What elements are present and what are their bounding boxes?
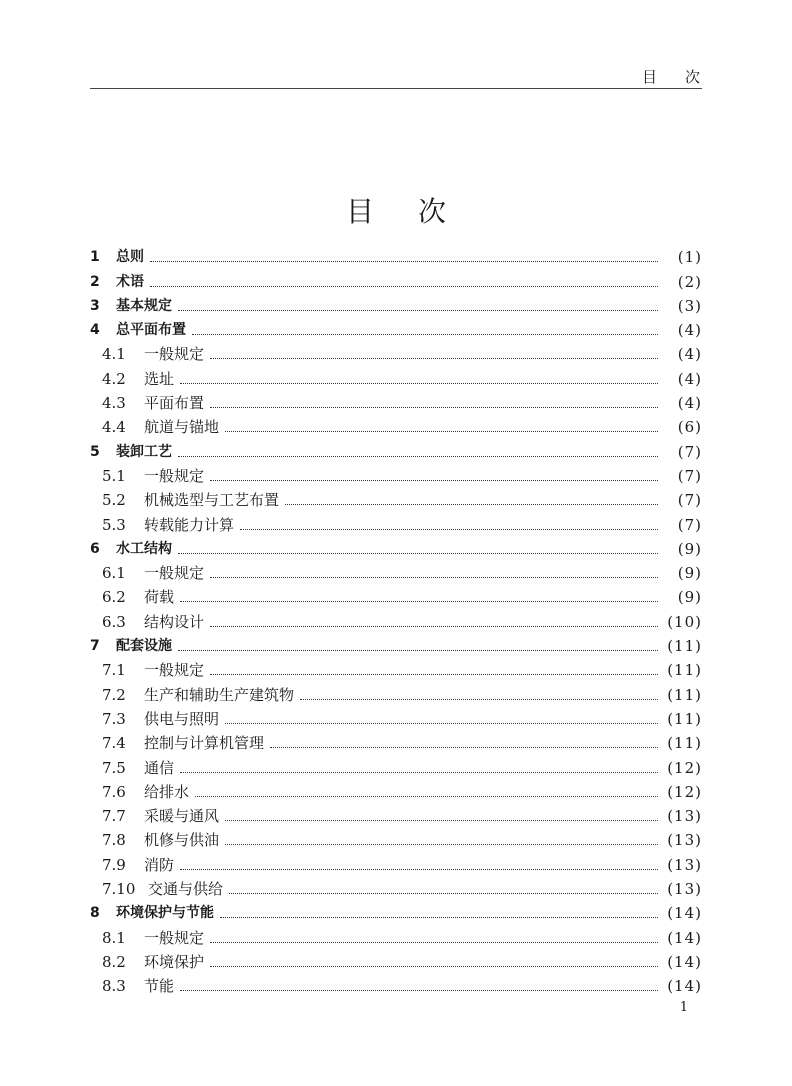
toc-section-entry[interactable] (90, 826, 702, 850)
dot-leader (300, 699, 658, 700)
toc-entry-number: 4.1 (102, 345, 126, 364)
toc-chapter-entry[interactable] (90, 632, 702, 656)
running-head-text: 目次 (641, 68, 728, 86)
toc-entry-label: 一般规定 (144, 345, 205, 364)
toc-entry-page: (13) (667, 831, 702, 850)
dot-leader (240, 529, 658, 530)
dot-leader (225, 723, 658, 724)
toc-chapter-entry[interactable] (90, 267, 702, 291)
toc-section-entry[interactable] (90, 705, 702, 729)
toc-section-entry[interactable] (90, 583, 702, 607)
toc-entry-label: 水工结构 (116, 540, 172, 557)
toc-section-entry[interactable] (90, 656, 702, 680)
toc-section-entry[interactable] (90, 389, 702, 413)
dot-leader (192, 334, 658, 335)
toc-entry-number: 7.9 (102, 855, 126, 874)
toc-entry-label: 总则 (116, 249, 144, 266)
toc-entry-label: 生产和辅助生产建筑物 (144, 685, 295, 704)
dot-leader (180, 772, 658, 773)
dot-leader (210, 626, 658, 627)
toc-chapter-entry[interactable] (90, 316, 702, 340)
toc-entry-page: (11) (667, 661, 702, 680)
toc-entry-number: 4.2 (102, 369, 126, 388)
toc-entry-number: 1 (90, 249, 100, 266)
toc-entry-number: 6 (90, 540, 100, 557)
toc-entry-page: (14) (667, 952, 702, 971)
toc-entry-number: 4 (90, 322, 100, 339)
toc-entry-page: (13) (667, 807, 702, 826)
toc-entry-label: 环境保护 (144, 952, 205, 971)
toc-entry-number: 7 (90, 638, 100, 655)
dot-leader (180, 601, 658, 602)
toc-entry-number: 6.1 (102, 564, 126, 583)
dot-leader (150, 261, 658, 262)
toc-section-entry[interactable] (90, 753, 702, 777)
toc-entry-page: (14) (667, 928, 702, 947)
toc-section-entry[interactable] (90, 923, 702, 947)
toc-section-entry[interactable] (90, 413, 702, 437)
toc-entry-number: 8.3 (102, 977, 126, 996)
dot-leader (180, 869, 658, 870)
dot-leader (178, 553, 658, 554)
toc-entry-number: 6.3 (102, 612, 126, 631)
toc-entry-page: (4) (677, 321, 702, 340)
toc-entry-number: 7.1 (102, 661, 126, 680)
toc-entry-page: (2) (677, 272, 702, 291)
toc-entry-page: (11) (667, 709, 702, 728)
dot-leader (210, 480, 658, 481)
toc-entry-number: 7.5 (102, 758, 126, 777)
dot-leader (225, 431, 658, 432)
dot-leader (225, 820, 658, 821)
toc-entry-number: 5.1 (102, 466, 126, 485)
toc-entry-number: 7.10 (102, 880, 136, 899)
dot-leader (210, 407, 658, 408)
toc-entry-number: 7.3 (102, 709, 126, 728)
dot-leader (210, 358, 658, 359)
toc-entry-number: 4.4 (102, 418, 126, 437)
toc-entry-number: 7.8 (102, 831, 126, 850)
toc-entry-page: (13) (667, 855, 702, 874)
dot-leader (210, 966, 658, 967)
dot-leader (220, 917, 658, 918)
toc-section-entry[interactable] (90, 462, 702, 486)
toc-entry-number: 7.6 (102, 782, 126, 801)
dot-leader (229, 893, 658, 894)
toc-chapter-entry[interactable] (90, 899, 702, 923)
toc-entry-page: (11) (667, 734, 702, 753)
dot-leader (178, 310, 658, 311)
toc-entry-page: (10) (667, 612, 702, 631)
toc-section-entry[interactable] (90, 875, 702, 899)
toc-entry-page: (6) (677, 418, 702, 437)
dot-leader (210, 577, 658, 578)
toc-entry-number: 5.2 (102, 491, 126, 510)
toc-entry-number: 7.4 (102, 734, 126, 753)
toc-section-entry[interactable] (90, 778, 702, 802)
toc-section-entry[interactable] (90, 340, 702, 364)
toc-entry-label: 一般规定 (144, 564, 205, 583)
toc-entry-page: (1) (677, 248, 702, 267)
dot-leader (270, 747, 658, 748)
toc-section-entry[interactable] (90, 559, 702, 583)
dot-leader (195, 796, 658, 797)
toc-entry-label: 术语 (116, 273, 144, 290)
toc-section-entry[interactable] (90, 364, 702, 388)
toc-entry-label: 一般规定 (144, 466, 205, 485)
toc-entry-number: 8.1 (102, 928, 126, 947)
toc-section-entry[interactable] (90, 486, 702, 510)
toc-entry-label: 消防 (144, 855, 175, 874)
toc-section-entry[interactable] (90, 510, 702, 534)
toc-entry-label: 航道与锚地 (144, 418, 220, 437)
toc-entry-page: (12) (667, 782, 702, 801)
toc-entry-number: 4.3 (102, 394, 126, 413)
toc-section-entry[interactable] (90, 850, 702, 874)
toc-entry-page: (4) (677, 345, 702, 364)
toc-section-entry[interactable] (90, 680, 702, 704)
toc-entry-number: 3 (90, 297, 100, 314)
toc-entry-number: 7.2 (102, 685, 126, 704)
toc-entry-page: (7) (677, 491, 702, 510)
toc-entry-number: 8 (90, 905, 100, 922)
toc-entry-label: 装卸工艺 (116, 443, 172, 460)
dot-leader (150, 286, 658, 287)
toc-entry-page: (14) (667, 977, 702, 996)
toc-entry-number: 2 (90, 273, 100, 290)
toc-entry-page: (7) (677, 442, 702, 461)
toc-entry-page: (11) (667, 637, 702, 656)
toc-entry-label: 机修与供油 (144, 831, 220, 850)
page-number: 1 (679, 1000, 688, 1015)
toc-entry-number: 5.3 (102, 515, 126, 534)
toc-entry-page: (12) (667, 758, 702, 777)
toc-entry-label: 转载能力计算 (144, 515, 235, 534)
toc-entry-page: (4) (677, 369, 702, 388)
toc-entry-label: 通信 (144, 758, 175, 777)
toc-entry-page: (9) (677, 588, 702, 607)
toc-entry-label: 控制与计算机管理 (144, 734, 265, 753)
table-of-contents (90, 243, 702, 996)
toc-entry-page: (7) (677, 466, 702, 485)
toc-entry-page: (9) (677, 564, 702, 583)
dot-leader (285, 504, 658, 505)
dot-leader (180, 383, 658, 384)
toc-chapter-entry[interactable] (90, 535, 702, 559)
toc-entry-page: (14) (667, 904, 702, 923)
toc-section-entry[interactable] (90, 729, 702, 753)
toc-section-entry[interactable] (90, 607, 702, 631)
toc-entry-label: 平面布置 (144, 394, 205, 413)
toc-chapter-entry[interactable] (90, 292, 702, 316)
toc-entry-page: (13) (667, 880, 702, 899)
toc-entry-page: (9) (677, 539, 702, 558)
toc-entry-label: 机械选型与工艺布置 (144, 491, 280, 510)
dot-leader (225, 844, 658, 845)
toc-entry-label: 给排水 (144, 782, 190, 801)
running-head (90, 66, 728, 89)
dot-leader (178, 456, 658, 457)
toc-entry-label: 选址 (144, 369, 175, 388)
toc-entry-label: 交通与供给 (148, 880, 224, 899)
page-title: 目次 (345, 195, 490, 228)
toc-entry-label: 基本规定 (116, 297, 172, 314)
toc-entry-number: 7.7 (102, 807, 126, 826)
toc-entry-label: 采暖与通风 (144, 807, 220, 826)
toc-section-entry[interactable] (90, 972, 702, 996)
toc-entry-label: 供电与照明 (144, 709, 220, 728)
toc-section-entry[interactable] (90, 948, 702, 972)
dot-leader (210, 674, 658, 675)
toc-entry-label: 结构设计 (144, 612, 205, 631)
toc-chapter-entry[interactable] (90, 437, 702, 461)
toc-entry-page: (4) (677, 394, 702, 413)
toc-entry-label: 总平面布置 (116, 322, 186, 339)
toc-entry-label: 节能 (144, 977, 175, 996)
dot-leader (210, 942, 658, 943)
toc-chapter-entry[interactable] (90, 243, 702, 267)
dot-leader (180, 990, 658, 991)
dot-leader (178, 650, 658, 651)
toc-section-entry[interactable] (90, 802, 702, 826)
toc-entry-label: 环境保护与节能 (116, 905, 214, 922)
toc-entry-number: 8.2 (102, 952, 126, 971)
toc-entry-page: (3) (677, 296, 702, 315)
toc-entry-page: (11) (667, 685, 702, 704)
toc-entry-label: 配套设施 (116, 638, 172, 655)
toc-entry-number: 6.2 (102, 588, 126, 607)
toc-entry-label: 荷载 (144, 588, 175, 607)
toc-entry-page: (7) (677, 515, 702, 534)
toc-entry-label: 一般规定 (144, 661, 205, 680)
toc-entry-number: 5 (90, 443, 100, 460)
toc-entry-label: 一般规定 (144, 928, 205, 947)
